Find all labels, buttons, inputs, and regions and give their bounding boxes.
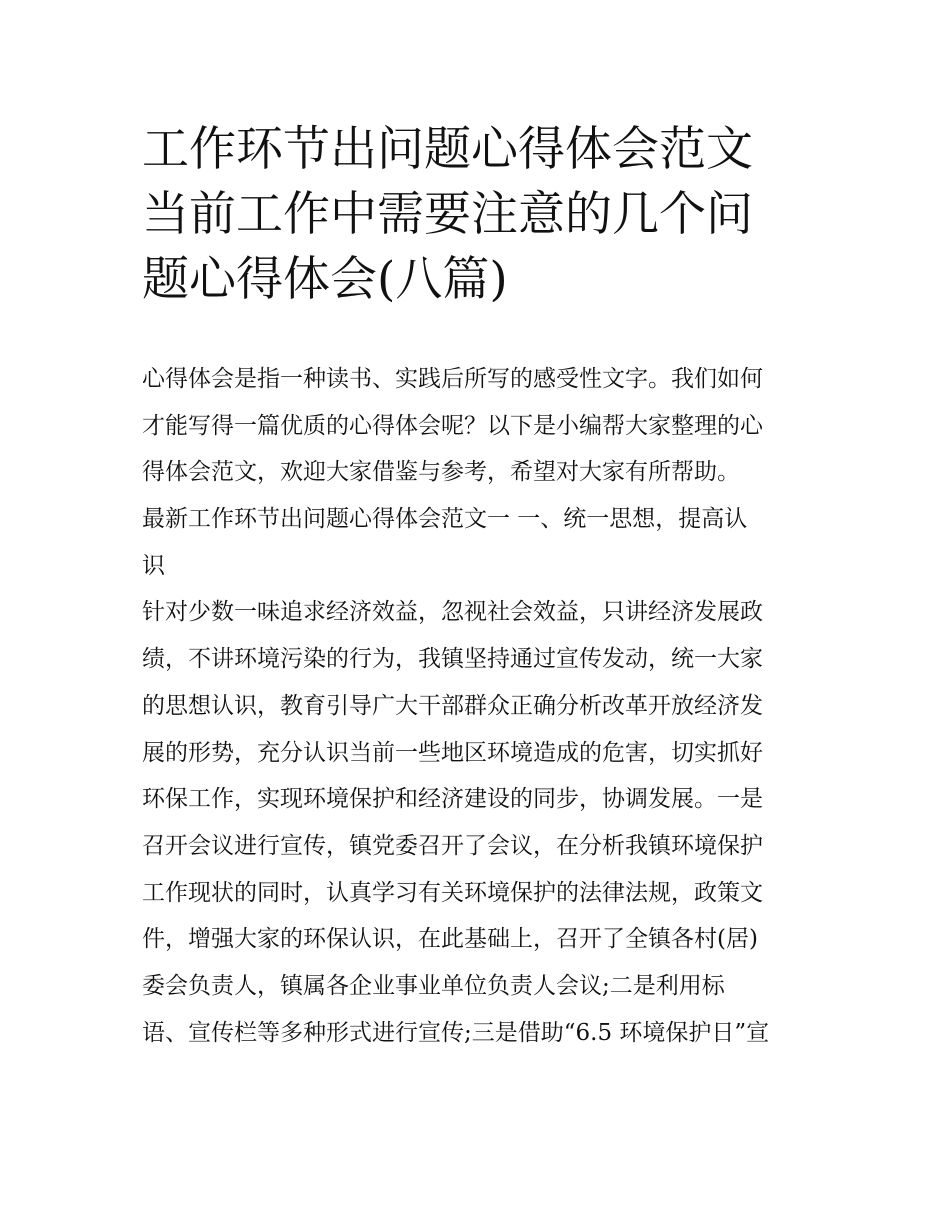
section-heading-line: 最新工作环节出问题心得体会范文一 一、统一思想，提高认 (142, 506, 748, 533)
body-line: 工作现状的同时，认真学习有关环境保护的法律法规，政策文 (142, 879, 763, 906)
body-line: 语、宣传栏等多种形式进行宣传;三是借助“6.5 环境保护日”宣 (142, 1019, 770, 1046)
body-line: 绩，不讲环境污染的行为，我镇坚持通过宣传发动，统一大家 (142, 646, 763, 673)
body-line: 展的形势，充分认识当前一些地区环境造成的危害，切实抓好 (142, 739, 763, 766)
body-line: 召开会议进行宣传，镇党委召开了会议，在分析我镇环境保护 (142, 832, 763, 859)
section-heading-line: 识 (142, 552, 165, 579)
body-line: 委会负责人，镇属各企业事业单位负责人会议;二是利用标 (142, 972, 725, 999)
title-line-2: 当前工作中需要注意的几个问 (142, 187, 753, 242)
title-line-3: 题心得体会(八篇) (142, 252, 508, 307)
body-line: 才能写得一篇优质的心得体会呢？以下是小编帮大家整理的心 (142, 412, 763, 439)
body-line: 得体会范文，欢迎大家借鉴与参考，希望对大家有所帮助。 (142, 459, 740, 486)
title-line-1: 工作环节出问题心得体会范文 (142, 122, 753, 177)
document-title (142, 117, 822, 312)
body-line: 的思想认识，教育引导广大干部群众正确分析改革开放经济发 (142, 692, 763, 719)
body-line: 针对少数一味追求经济效益，忽视社会效益，只讲经济发展政 (142, 599, 763, 626)
body-line: 心得体会是指一种读书、实践后所写的感受性文字。我们如何 (142, 366, 763, 392)
body-line: 环保工作，实现环境保护和经济建设的同步，协调发展。一是 (142, 786, 763, 813)
body-line: 件，增强大家的环保认识，在此基础上，召开了全镇各村(居) (142, 926, 758, 953)
document-body (142, 356, 822, 1056)
